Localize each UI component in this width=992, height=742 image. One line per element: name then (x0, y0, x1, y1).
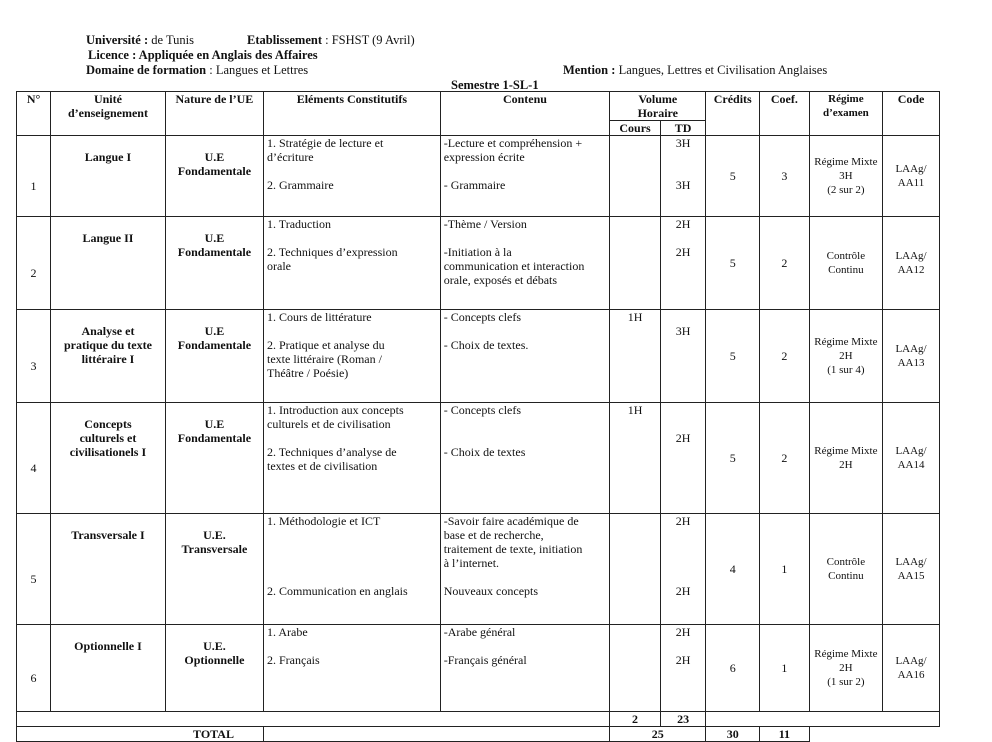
col-regime: Régime d’examen (809, 92, 882, 136)
row-td: 2H 2H (660, 514, 705, 625)
row-coef: 1 (760, 625, 810, 712)
total-empty (264, 727, 610, 742)
total-td: 23 (660, 712, 705, 727)
row-nature: U.E Fondamentale (165, 310, 263, 403)
col-credits: Crédits (706, 92, 760, 136)
row-contenu: -Thème / Version -Initiation à la communication et interaction orale, exposés et débats (440, 217, 610, 310)
row-contenu: -Arabe général -Français général (440, 625, 610, 712)
domaine-value: : Langues et Lettres (209, 63, 309, 77)
universite-value: de Tunis (151, 33, 194, 47)
universite-label: Université : (86, 33, 149, 47)
row-td: 3H (660, 310, 705, 403)
row-num: 2 (17, 217, 51, 310)
row-contenu: - Concepts clefs - Choix de textes. (440, 310, 610, 403)
table-row (17, 403, 940, 514)
col-volume: Volume Horaire (610, 92, 706, 121)
row-unite: Concepts culturels et civilisationels I (51, 403, 166, 514)
row-td: 2H (660, 403, 705, 514)
row-num: 1 (17, 136, 51, 217)
total-row (17, 727, 940, 742)
row-elements: 1. Méthodologie et ICT 2. Communication en anglais (264, 514, 441, 625)
total-volume: 25 (610, 727, 706, 742)
table-row (17, 625, 940, 712)
row-code: LAAg/ AA14 (883, 403, 940, 514)
col-elements: Eléments Constitutifs (264, 92, 441, 136)
col-td: TD (660, 121, 705, 136)
row-elements: 1. Introduction aux concepts culturels et de civilisation 2. Techniques d’analyse de textes et de civilisation (264, 403, 441, 514)
row-credits: 5 (706, 403, 760, 514)
row-regime: Contrôle Continu (809, 514, 882, 625)
col-unite: Unité d’enseignement (51, 92, 166, 136)
row-td: 2H 2H (660, 217, 705, 310)
total-label: TOTAL (17, 727, 264, 742)
row-code: LAAg/ AA13 (883, 310, 940, 403)
etablissement-label: Etablissement (247, 33, 322, 47)
row-nature: U.E Fondamentale (165, 136, 263, 217)
table-row (17, 514, 940, 625)
curriculum-table (16, 91, 940, 742)
row-coef: 2 (760, 217, 810, 310)
row-contenu: - Concepts clefs - Choix de textes (440, 403, 610, 514)
row-nature: U.E Fondamentale (165, 217, 263, 310)
mention-label: Mention : (563, 63, 616, 77)
subtotal-spacer (17, 712, 610, 727)
header-line-1 (86, 33, 194, 48)
row-unite: Analyse et pratique du texte littéraire I (51, 310, 166, 403)
row-contenu: -Lecture et compréhension + expression écrite - Grammaire (440, 136, 610, 217)
row-credits: 5 (706, 310, 760, 403)
total-blank (809, 727, 939, 742)
row-cours: 1H (610, 403, 661, 514)
row-elements: 1. Cours de littérature 2. Pratique et analyse du texte littéraire (Roman / Théâtre / Poésie) (264, 310, 441, 403)
row-elements: 1. Traduction 2. Techniques d’expression orale (264, 217, 441, 310)
row-num: 3 (17, 310, 51, 403)
row-unite: Langue II (51, 217, 166, 310)
licence-text: Licence : Appliquée en Anglais des Affaires (88, 48, 318, 62)
row-regime: Régime Mixte 2H (1 sur 4) (809, 310, 882, 403)
table-row (17, 310, 940, 403)
row-elements: 1. Arabe 2. Français (264, 625, 441, 712)
row-nature: U.E Fondamentale (165, 403, 263, 514)
row-credits: 5 (706, 136, 760, 217)
row-credits: 6 (706, 625, 760, 712)
row-elements: 1. Stratégie de lecture et d’écriture 2. Grammaire (264, 136, 441, 217)
subtotal-row (17, 712, 940, 727)
row-nature: U.E. Optionnelle (165, 625, 263, 712)
col-cours: Cours (610, 121, 661, 136)
table-row (17, 217, 940, 310)
row-coef: 2 (760, 310, 810, 403)
col-num: N° (17, 92, 51, 136)
row-regime: Régime Mixte 3H (2 sur 2) (809, 136, 882, 217)
row-coef: 1 (760, 514, 810, 625)
col-code: Code (883, 92, 940, 136)
row-unite: Transversale I (51, 514, 166, 625)
row-cours (610, 136, 661, 217)
col-contenu: Contenu (440, 92, 610, 136)
etablissement-value: : FSHST (9 Avril) (325, 33, 415, 47)
row-nature: U.E. Transversale (165, 514, 263, 625)
row-cours (610, 625, 661, 712)
row-regime: Régime Mixte 2H (1 sur 2) (809, 625, 882, 712)
table-row (17, 136, 940, 217)
licence (88, 48, 318, 63)
row-contenu: -Savoir faire académique de base et de recherche, traitement de texte, initiation à l’internet. Nouveaux concepts (440, 514, 610, 625)
subtotal-right-spacer (706, 712, 940, 727)
total-credits: 30 (706, 727, 760, 742)
total-cours: 2 (610, 712, 661, 727)
domaine-label: Domaine de formation (86, 63, 207, 77)
header-row-1 (17, 92, 940, 121)
row-cours: 1H (610, 310, 661, 403)
row-code: LAAg/ AA16 (883, 625, 940, 712)
row-cours (610, 217, 661, 310)
semestre-text: Semestre 1-SL-1 (451, 78, 539, 92)
etablissement (247, 33, 415, 48)
row-cours (610, 514, 661, 625)
row-num: 5 (17, 514, 51, 625)
row-credits: 5 (706, 217, 760, 310)
row-code: LAAg/ AA11 (883, 136, 940, 217)
row-td: 2H 2H (660, 625, 705, 712)
row-unite: Optionnelle I (51, 625, 166, 712)
row-num: 4 (17, 403, 51, 514)
row-regime: Contrôle Continu (809, 217, 882, 310)
col-nature: Nature de l’UE (165, 92, 263, 136)
row-code: LAAg/ AA12 (883, 217, 940, 310)
col-coef: Coef. (760, 92, 810, 136)
row-td: 3H 3H (660, 136, 705, 217)
mention-value: Langues, Lettres et Civilisation Anglaises (618, 63, 828, 77)
row-unite: Langue I (51, 136, 166, 217)
mention (563, 63, 827, 78)
total-coef: 11 (760, 727, 810, 742)
row-num: 6 (17, 625, 51, 712)
row-code: LAAg/ AA15 (883, 514, 940, 625)
row-coef: 2 (760, 403, 810, 514)
row-credits: 4 (706, 514, 760, 625)
row-regime: Régime Mixte 2H (809, 403, 882, 514)
row-coef: 3 (760, 136, 810, 217)
domaine (86, 63, 308, 78)
